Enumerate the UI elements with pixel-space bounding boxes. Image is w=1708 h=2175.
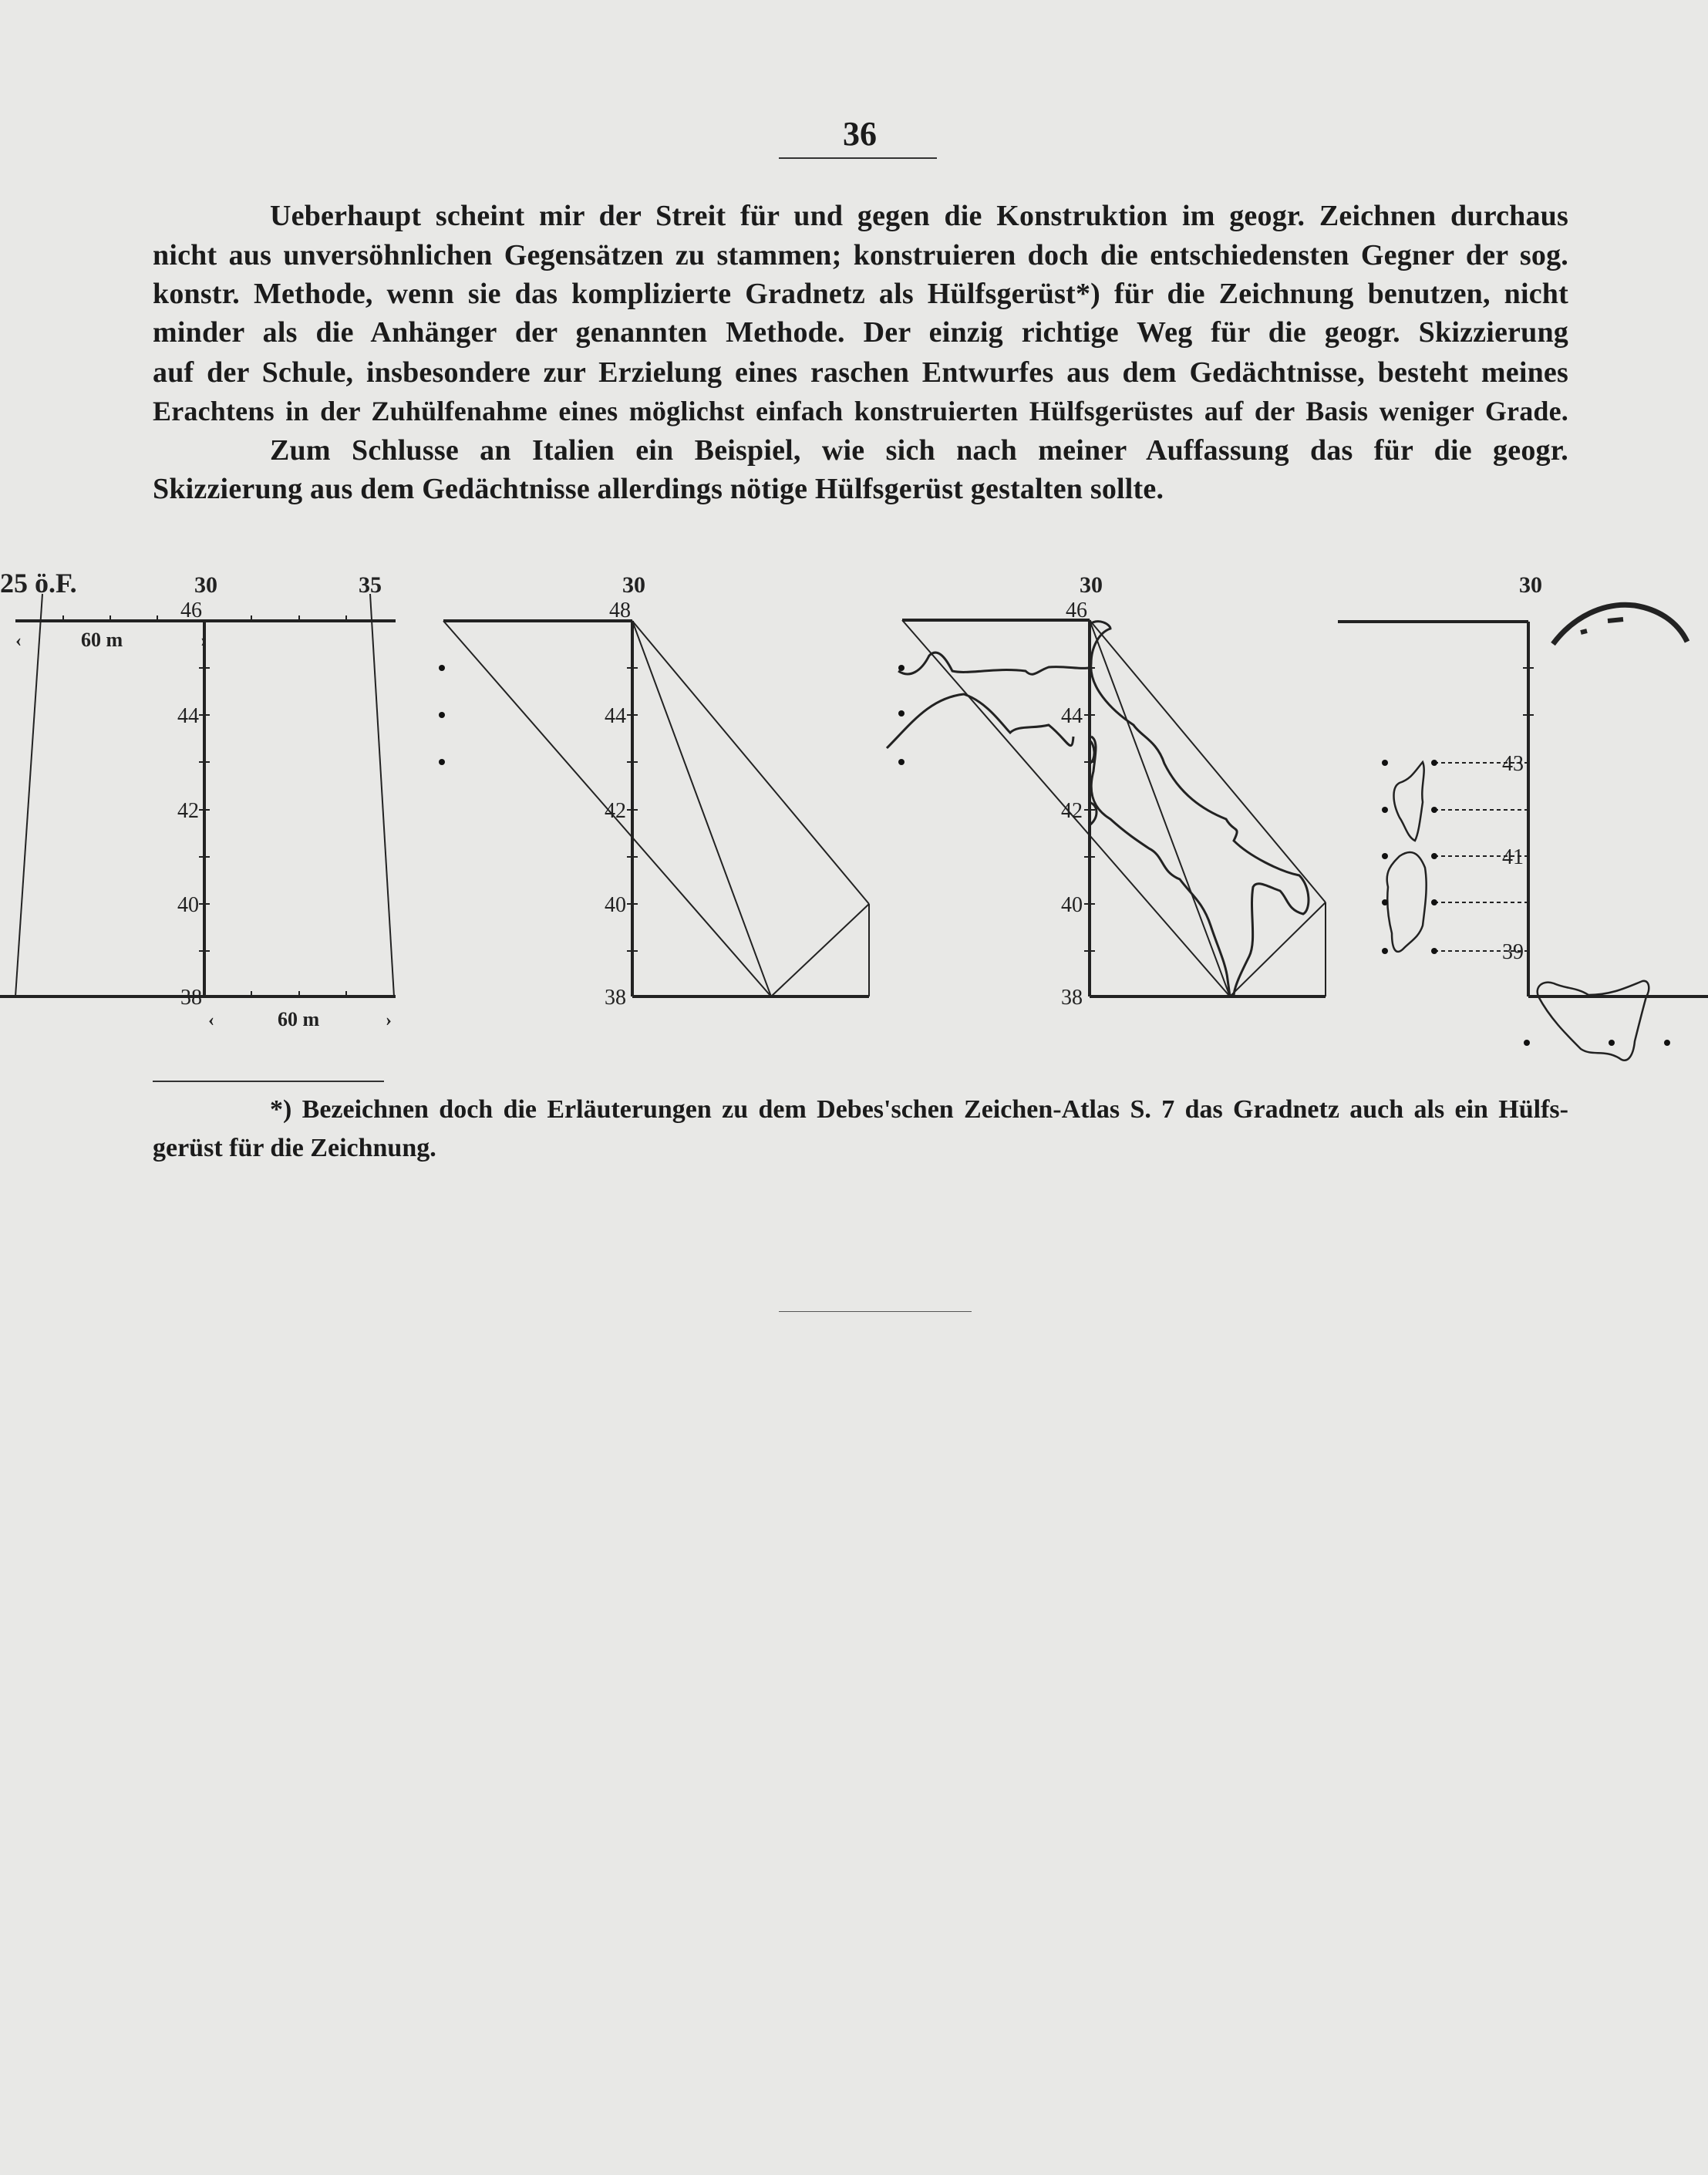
latitude-label: 39 [1502,940,1524,964]
footnote-line: *) Bezeichnen doch die Erläuterungen zu dem Debes'schen Zeichen-Atlas S. 7 das Gradnetz auch als ein Hülfs- [270,1095,1568,1124]
latitude-label: 43 [1502,752,1524,776]
page-end-rule [779,1311,972,1312]
latitude-label: 40 [177,893,199,917]
longitude-label: 30 [1519,572,1542,598]
body-line: Skizzierung aus dem Gedächtnisse allerdings nötige Hülfsgerüst gestalten sollte. [153,473,1164,505]
body-line: konstr. Methode, wenn sie das komplizierte Gradnetz als Hülfsgerüst*) für die Zeichnung benutzen, nicht [153,278,1568,310]
longitude-label: 30 [1080,572,1103,598]
scale-arrow-right: › [200,631,207,651]
figure-1-grid [0,594,396,996]
body-line: minder als die Anhänger der genannten Methode. Der einzig richtige Weg für die geogr. Skizzierung [153,316,1568,349]
meridian-label: 25 ö.F. [0,568,77,599]
body-line: Erachtens in der Zuhülfenahme eines möglichst einfach konstruierten Hülfsgerüstes auf der Basis weniger Grade. [153,396,1568,427]
body-line: Zum Schlusse an Italien ein Beispiel, wie sich nach meiner Auffassung das für die geogr. [270,434,1568,467]
latitude-label: 42 [177,799,199,823]
scale-label: 60 m [278,1008,320,1030]
scale-arrow-right: › [386,1010,392,1030]
footnote-line: gerüst für die Zeichnung. [153,1134,436,1162]
longitude-label: 30 [194,572,217,598]
latitude-label: 44 [605,704,626,728]
latitude-label: 44 [1061,704,1083,728]
latitude-label: 46 [180,599,202,622]
footnote-rule [153,1081,384,1082]
latitude-label: 40 [1061,893,1083,917]
longitude-label: 30 [622,572,645,598]
body-line: auf der Schule, insbesondere zur Erzielung eines raschen Entwurfes aus dem Gedächtnisse, besteht meines [153,356,1568,389]
body-line: nicht aus unversöhnlichen Gegensätzen zu stammen; konstruieren doch die entschiedensten Gegner der sog. [153,239,1568,271]
longitude-label: 35 [359,572,382,598]
latitude-label: 40 [605,893,626,917]
latitude-label: 42 [605,799,626,823]
figure-3-italy-outline [887,620,1326,996]
scale-arrow-left: ‹ [15,631,22,651]
latitude-label: 38 [605,986,626,1010]
body-line: Ueberhaupt scheint mir der Streit für und gegen die Konstruktion im geogr. Zeichnen durchaus [270,200,1568,232]
page-number: 36 [843,115,877,153]
latitude-label: 42 [1061,799,1083,823]
scale-arrow-left: ‹ [208,1010,214,1030]
latitude-label: 48 [609,599,631,622]
latitude-label: 46 [1066,599,1087,622]
latitude-label: 41 [1502,845,1524,869]
scale-label: 60 m [81,629,123,651]
latitude-label: 44 [177,704,199,728]
latitude-label: 38 [1061,986,1083,1010]
figure-2-construction [443,621,869,996]
latitude-label: 38 [180,986,202,1010]
figure-4-islands [1338,605,1708,1061]
